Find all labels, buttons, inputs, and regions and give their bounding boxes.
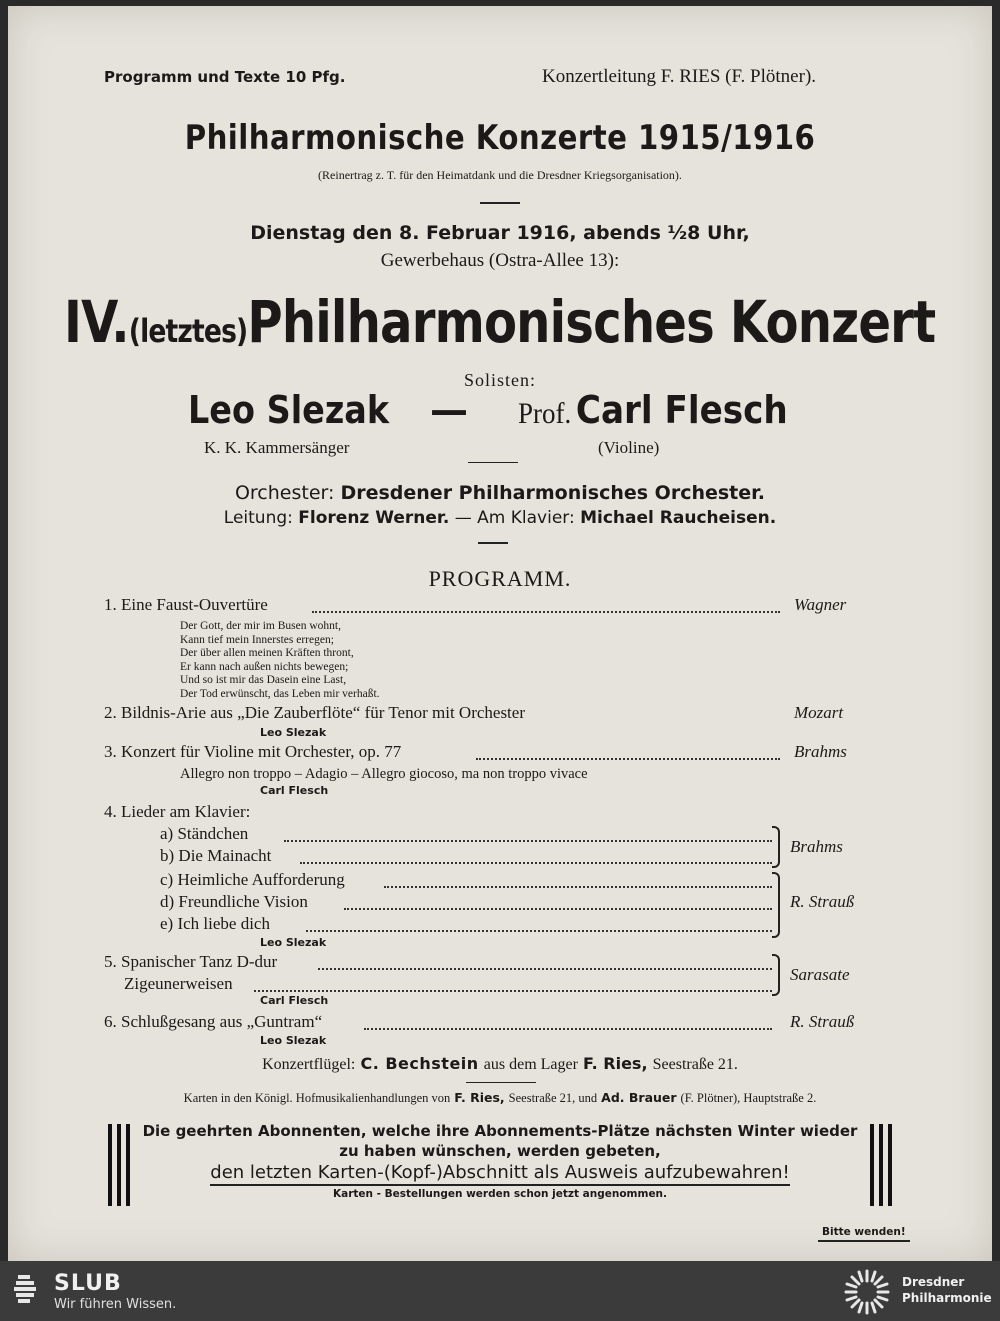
- footer-bar: [0, 1261, 1000, 1321]
- notice-highlight: den letzten Karten-(Kopf-)Abschnitt als Ausweis aufzubewahren!: [210, 1162, 789, 1186]
- divider: [466, 1082, 536, 1083]
- motto-line: Kann tief mein Innerstes erregen;: [180, 633, 334, 646]
- composer-wagner: Wagner: [794, 595, 847, 614]
- concert-qualifier: (letztes): [128, 312, 248, 350]
- piano-address: Seestraße 21.: [652, 1056, 738, 1073]
- dot-leader: [284, 840, 772, 842]
- soloist-2-role: (Violine): [598, 438, 660, 457]
- notice-line-4: Karten - Bestellungen werden schon jetzt angenommen.: [332, 1188, 668, 1200]
- song-b: b) Die Mainacht: [160, 846, 272, 865]
- soloist-dash: —: [430, 388, 468, 432]
- tickets-mid: Seestraße 21, und: [508, 1091, 598, 1105]
- pianist-name: Michael Raucheisen.: [580, 508, 777, 528]
- footer-tagline-left: Wir führen Wissen.: [54, 1297, 177, 1312]
- footer-brand-right-2: Philharmonie: [902, 1291, 992, 1305]
- orchestra-name: Dresdener Philharmonisches Orchester.: [340, 482, 766, 504]
- divider: [468, 462, 518, 463]
- soloist-2-prefix: Prof.: [518, 397, 572, 430]
- piano-label: Konzertflügel:: [262, 1056, 356, 1073]
- dot-leader: [300, 862, 772, 864]
- soloists-label: Solisten:: [463, 370, 536, 390]
- concert-title: [64, 288, 935, 356]
- program-item-1: 1. Eine Faust-Ouvertüre: [104, 595, 268, 614]
- brace: [772, 826, 780, 868]
- tickets-shop-2: Ad. Brauer: [601, 1090, 677, 1105]
- composer-brahms-lieder: Brahms: [790, 837, 843, 856]
- series-title: Philharmonische Konzerte 1915/1916: [184, 118, 816, 158]
- orchestra-label: Orchester:: [234, 482, 335, 504]
- philharmonie-logo-icon: [842, 1267, 892, 1317]
- dot-leader: [476, 758, 780, 760]
- song-e: e) Ich liebe dich: [160, 914, 270, 933]
- orchestra-line: [8, 482, 992, 504]
- motto-line: Der Tod erwünscht, das Leben mir verhaßt.: [180, 687, 380, 700]
- brace: [772, 872, 780, 938]
- motto-line: Er kann nach außen nichts bewegen;: [180, 660, 349, 673]
- divider: [478, 542, 508, 544]
- composer-sarasate: Sarasate: [790, 965, 850, 984]
- soloist-1-role: K. K. Kammersänger: [204, 438, 350, 457]
- tickets-line: [8, 1090, 992, 1106]
- dot-leader: [364, 1028, 772, 1030]
- dot-leader: [312, 611, 780, 613]
- slub-logo-icon: [12, 1273, 44, 1309]
- program-heading: PROGRAMM.: [428, 566, 572, 591]
- soloist-2-name-group: [518, 388, 788, 432]
- management-note: Konzertleitung F. RIES (F. Plötner).: [542, 66, 817, 87]
- dot-leader: [384, 886, 772, 888]
- faust-motto: [180, 620, 540, 701]
- soloist-1-name: Leo Slezak: [188, 388, 390, 432]
- motto-line: Der Gott, der mir im Busen wohnt,: [180, 620, 341, 632]
- leadership-line: [8, 508, 992, 528]
- composer-strauss-lieder: R. Strauß: [790, 892, 855, 911]
- item-6-soloist: Leo Slezak: [260, 1034, 327, 1047]
- leadership-label: Leitung:: [223, 508, 293, 528]
- dot-leader: [306, 930, 772, 932]
- dot-leader: [318, 968, 772, 970]
- program-sheet: [8, 6, 992, 1261]
- piano-dealer: F. Ries,: [583, 1054, 648, 1073]
- tickets-post: (F. Plötner), Hauptstraße 2.: [680, 1091, 817, 1105]
- program-item-5: 5. Spanischer Tanz D-dur: [104, 952, 278, 971]
- conductor-name: Florenz Werner.: [298, 508, 450, 528]
- dot-leader: [344, 908, 772, 910]
- composer-mozart: Mozart: [794, 703, 844, 722]
- soloist-2-name: Carl Flesch: [575, 388, 788, 432]
- item-3-soloist: Carl Flesch: [260, 784, 329, 797]
- program-item-5b: Zigeunerweisen: [124, 974, 233, 993]
- venue-line: Gewerbehaus (Ostra-Allee 13):: [380, 250, 620, 271]
- brace: [772, 954, 780, 996]
- leadership-sep: — Am Klavier:: [454, 508, 575, 528]
- footer-brand-right-1: Dresdner: [902, 1275, 965, 1289]
- piano-mid: aus dem Lager: [483, 1056, 578, 1073]
- song-d: d) Freundliche Vision: [160, 892, 308, 911]
- concert-name: Philharmonisches Konzert: [247, 288, 936, 356]
- notice-line-2: zu haben wünschen, werden gebeten,: [339, 1142, 661, 1160]
- item-4-soloist: Leo Slezak: [260, 936, 327, 949]
- dot-leader: [254, 990, 772, 992]
- song-a: a) Ständchen: [160, 824, 249, 843]
- item-5-soloist: Carl Flesch: [260, 994, 329, 1007]
- composer-strauss-guntram: R. Strauß: [790, 1012, 855, 1031]
- item-2-soloist: Leo Slezak: [260, 726, 327, 739]
- tickets-pre: Karten in den Königl. Hofmusikalienhandlungen von: [183, 1091, 451, 1105]
- motto-line: Und so ist mir das Dasein eine Last,: [180, 674, 347, 686]
- tickets-shop-1: F. Ries,: [454, 1090, 505, 1105]
- turn-over-note: Bitte wenden!: [818, 1224, 910, 1242]
- program-item-2: 2. Bildnis-Arie aus „Die Zauberflöte“ für Tenor mit Orchester: [104, 703, 525, 722]
- program-item-4: 4. Lieder am Klavier:: [104, 802, 251, 821]
- footer-brand-left: SLUB: [54, 1271, 122, 1296]
- piano-line: [8, 1054, 992, 1074]
- notice-line-3: [8, 1162, 992, 1183]
- series-subtitle: (Reinertrag z. T. für den Heimatdank und die Dresdner Kriegsorganisation).: [318, 168, 682, 182]
- concerto-movements: Allegro non troppo – Adagio – Allegro giocoso, ma non troppo vivace: [180, 766, 588, 782]
- divider: [480, 202, 520, 204]
- song-c: c) Heimliche Aufforderung: [160, 870, 345, 889]
- piano-maker: C. Bechstein: [360, 1054, 479, 1073]
- composer-brahms: Brahms: [794, 742, 847, 761]
- price-note: Programm und Texte 10 Pfg.: [104, 68, 346, 86]
- notice-line-1: Die geehrten Abonnenten, welche ihre Abonnements-Plätze nächsten Winter wieder: [142, 1122, 858, 1140]
- concert-numeral: IV.: [64, 288, 129, 356]
- motto-line: Der über allen meinen Kräften thront,: [180, 647, 354, 659]
- program-item-3: 3. Konzert für Violine mit Orchester, op. 77: [104, 742, 402, 761]
- date-line: Dienstag den 8. Februar 1916, abends ½8 Uhr,: [250, 222, 750, 244]
- program-item-6: 6. Schlußgesang aus „Guntram“: [104, 1012, 323, 1031]
